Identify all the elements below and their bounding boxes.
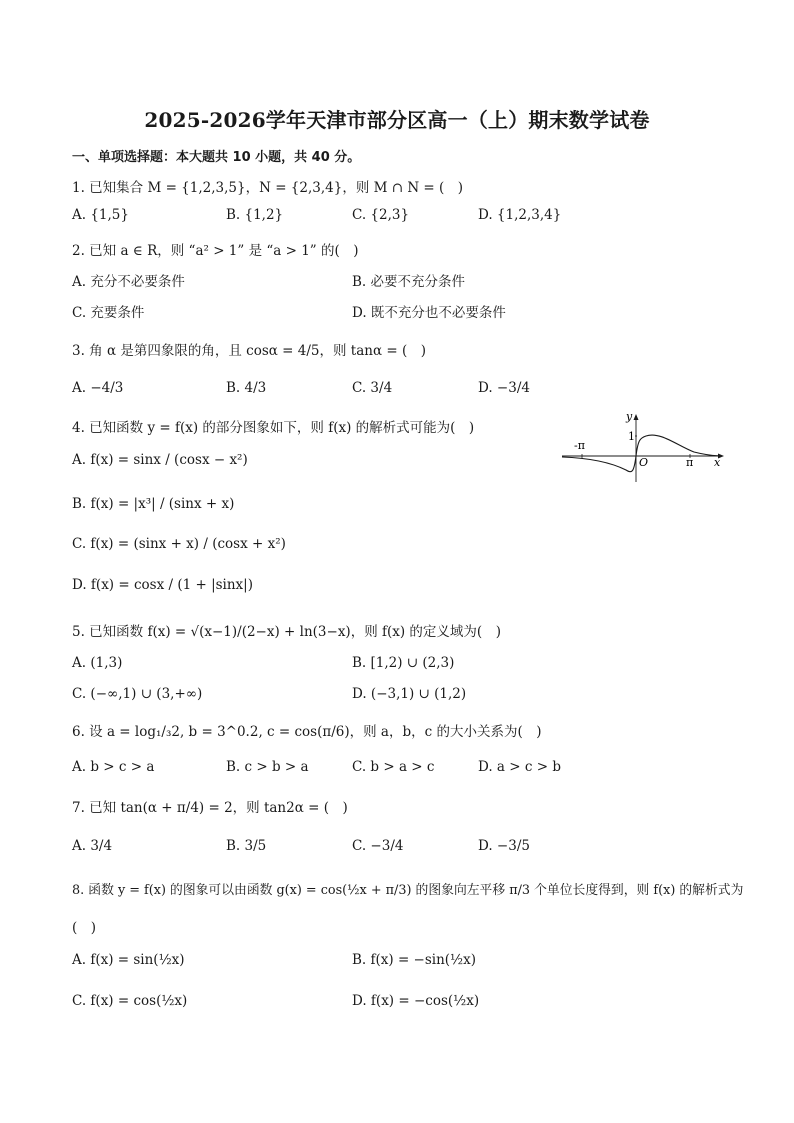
question-4-option-c[interactable]: C. f(x) = (sinx + x) / (cosx + x²) xyxy=(72,536,286,552)
question-1-option-a[interactable]: A. {1,5} xyxy=(72,207,129,223)
question-1-stem: 1. 已知集合 M = {1,2,3,5}，N = {2,3,4}，则 M ∩ N = ( ) xyxy=(72,180,464,196)
question-3-option-a[interactable]: A. −4/3 xyxy=(72,380,124,396)
pi-label: π xyxy=(686,456,694,469)
question-6-stem: 6. 设 a = log₁/₃2, b = 3^0.2, c = cos(π/6)，则 a，b，c 的大小关系为( ) xyxy=(72,724,542,740)
question-3-option-c[interactable]: C. 3/4 xyxy=(352,380,393,396)
question-7-stem: 7. 已知 tan(α + π/4) = 2，则 tan2α = ( ) xyxy=(72,800,348,816)
exam-title: 2025-2026学年天津市部分区高一（上）期末数学试卷 xyxy=(144,108,650,132)
question-3-option-d[interactable]: D. −3/4 xyxy=(478,380,530,396)
question-5-option-c[interactable]: C. (−∞,1) ∪ (3,+∞) xyxy=(72,686,203,702)
question-2-option-d[interactable]: D. 既不充分也不必要条件 xyxy=(352,305,506,321)
y-axis-arrow xyxy=(634,414,639,420)
function-graph xyxy=(560,412,728,484)
question-4-option-a[interactable]: A. f(x) = sinx / (cosx − x²) xyxy=(72,452,248,468)
question-3-stem: 3. 角 α 是第四象限的角，且 cosα = 4/5，则 tanα = ( ) xyxy=(72,343,427,359)
question-7-option-d[interactable]: D. −3/5 xyxy=(478,838,530,854)
question-7-option-a[interactable]: A. 3/4 xyxy=(72,838,113,854)
question-2-option-a[interactable]: A. 充分不必要条件 xyxy=(72,274,185,290)
question-1-option-d[interactable]: D. {1,2,3,4} xyxy=(478,207,562,223)
question-8-option-c[interactable]: C. f(x) = cos(½x) xyxy=(72,993,188,1009)
question-1-option-c[interactable]: C. {2,3} xyxy=(352,207,410,223)
question-8-option-d[interactable]: D. f(x) = −cos(½x) xyxy=(352,993,480,1009)
question-3-option-b[interactable]: B. 4/3 xyxy=(226,380,267,396)
section-heading: 一、单项选择题：本大题共 10 小题，共 40 分。 xyxy=(72,150,361,165)
question-5-option-a[interactable]: A. (1,3) xyxy=(72,655,123,671)
neg-pi-label: -π xyxy=(574,439,585,452)
question-6-option-d[interactable]: D. a > c > b xyxy=(478,759,561,775)
question-8-option-a[interactable]: A. f(x) = sin(½x) xyxy=(72,952,185,968)
question-4-stem: 4. 已知函数 y = f(x) 的部分图象如下，则 f(x) 的解析式可能为( ) xyxy=(72,420,475,436)
question-5-option-b[interactable]: B. [1,2) ∪ (2,3) xyxy=(352,655,455,671)
y-one-label: 1 xyxy=(628,430,635,443)
question-6-option-c[interactable]: C. b > a > c xyxy=(352,759,435,775)
question-5-option-d[interactable]: D. (−3,1) ∪ (1,2) xyxy=(352,686,467,702)
question-8-stem: 8. 函数 y = f(x) 的图象可以由函数 g(x) = cos(½x + π/3) 的图象向左平移 π/3 个单位长度得到，则 f(x) 的解析式为 xyxy=(72,883,744,898)
question-7-option-b[interactable]: B. 3/5 xyxy=(226,838,267,854)
question-6-option-a[interactable]: A. b > c > a xyxy=(72,759,155,775)
y-label: y xyxy=(626,412,633,423)
question-8-option-b[interactable]: B. f(x) = −sin(½x) xyxy=(352,952,477,968)
question-4-option-b[interactable]: B. f(x) = |x³| / (sinx + x) xyxy=(72,496,235,512)
x-label: x xyxy=(714,456,721,469)
question-2-option-b[interactable]: B. 必要不充分条件 xyxy=(352,274,466,290)
question-6-option-b[interactable]: B. c > b > a xyxy=(226,759,309,775)
question-2-stem: 2. 已知 a ∈ R，则 “a² > 1” 是 “a > 1” 的( ) xyxy=(72,243,359,259)
question-1-option-b[interactable]: B. {1,2} xyxy=(226,207,284,223)
question-5-stem: 5. 已知函数 f(x) = √(x−1)/(2−x) + ln(3−x)，则 f(x) 的定义域为( ) xyxy=(72,624,501,640)
question-8-blank: ( ) xyxy=(72,920,97,936)
question-4-option-d[interactable]: D. f(x) = cosx / (1 + |sinx|) xyxy=(72,577,253,593)
origin-label: O xyxy=(639,456,649,469)
question-2-option-c[interactable]: C. 充要条件 xyxy=(72,305,145,321)
question-7-option-c[interactable]: C. −3/4 xyxy=(352,838,404,854)
